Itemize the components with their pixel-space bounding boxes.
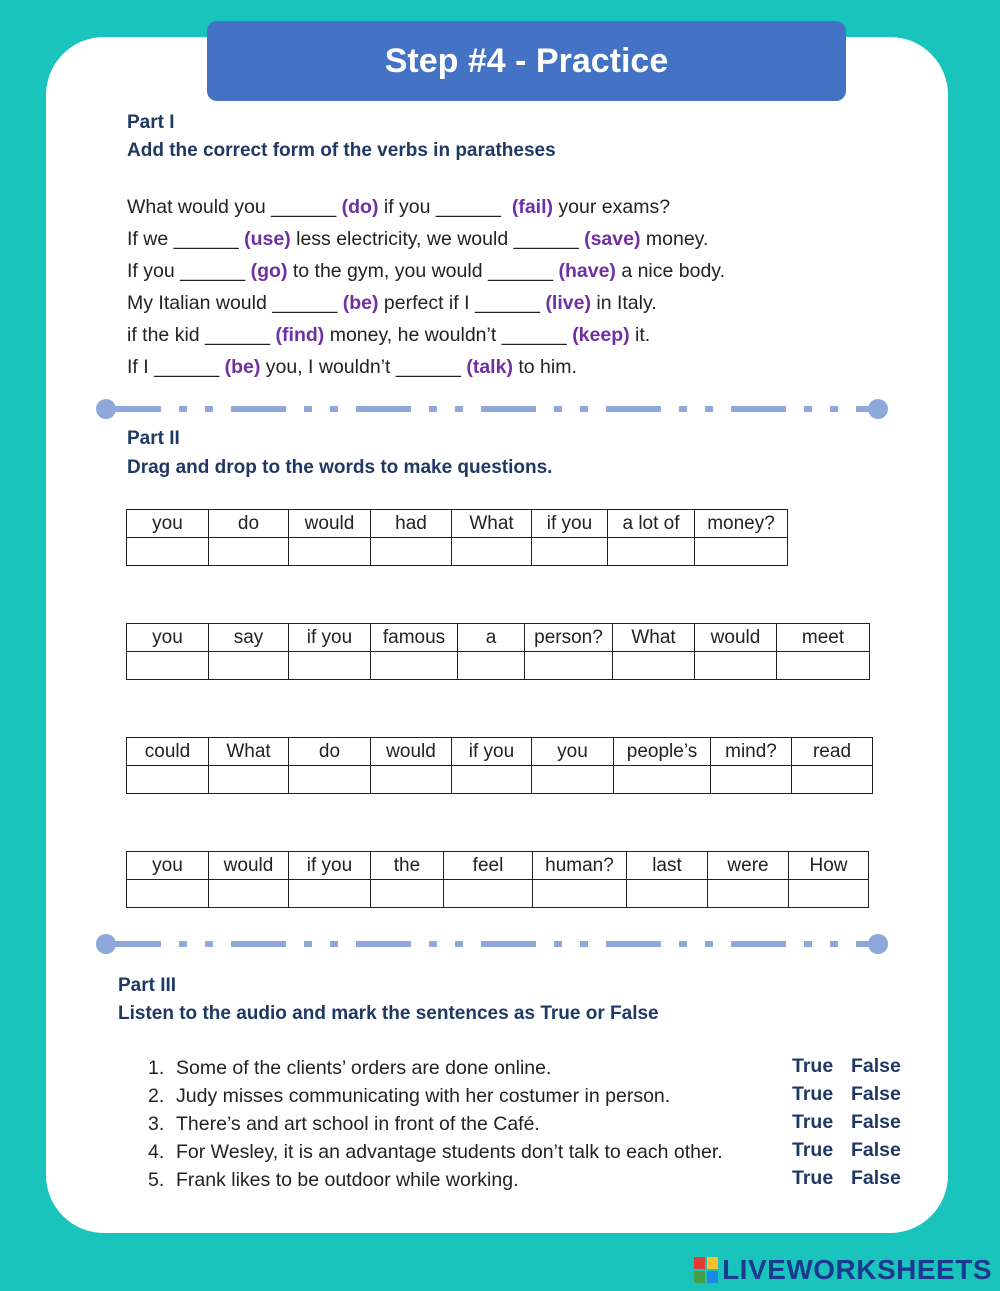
part3-heading: Part III bbox=[118, 975, 177, 996]
part1-instruction: Add the correct form of the verbs in paratheses bbox=[127, 140, 556, 161]
verb-hint: (be) bbox=[224, 356, 261, 378]
sentence-text: perfect if I bbox=[378, 292, 475, 314]
verb-hint: (use) bbox=[244, 228, 291, 250]
false-option[interactable]: False bbox=[851, 1055, 901, 1077]
drop-slot[interactable] bbox=[627, 880, 708, 908]
verb-hint: (go) bbox=[250, 260, 288, 282]
answer-blank[interactable]: ______ bbox=[272, 292, 338, 314]
sentence-text: If we bbox=[127, 228, 174, 250]
drop-slot[interactable] bbox=[792, 766, 873, 794]
sentence-text: to the gym, you would bbox=[287, 260, 488, 282]
drop-slot[interactable] bbox=[209, 766, 289, 794]
draggable-word[interactable]: What bbox=[209, 738, 289, 766]
draggable-word[interactable]: mind? bbox=[711, 738, 792, 766]
statement-number: 1. bbox=[148, 1057, 165, 1079]
sentence-6 bbox=[127, 356, 577, 379]
word-table-1 bbox=[126, 509, 788, 566]
draggable-word[interactable]: say bbox=[209, 624, 289, 652]
answer-blank[interactable]: ______ bbox=[173, 228, 239, 250]
statement-number: 4. bbox=[148, 1141, 165, 1163]
draggable-word[interactable]: you bbox=[127, 852, 209, 880]
drop-slot[interactable] bbox=[608, 538, 695, 566]
statement-text: There’s and art school in front of the Café. bbox=[176, 1113, 540, 1135]
verb-hint: (talk) bbox=[466, 356, 513, 378]
statement-number: 5. bbox=[148, 1169, 165, 1191]
word-table-4 bbox=[126, 851, 869, 908]
drop-slot[interactable] bbox=[533, 880, 627, 908]
draggable-word[interactable]: were bbox=[708, 852, 789, 880]
sentence-1 bbox=[127, 196, 670, 219]
sentence-3 bbox=[127, 260, 725, 283]
statement-5 bbox=[148, 1169, 519, 1192]
false-option[interactable]: False bbox=[851, 1111, 901, 1133]
answer-blank[interactable]: ______ bbox=[474, 292, 541, 314]
drop-slot[interactable] bbox=[371, 538, 452, 566]
verb-hint: (save) bbox=[584, 228, 641, 250]
draggable-word[interactable]: What bbox=[613, 624, 695, 652]
draggable-word[interactable]: meet bbox=[777, 624, 870, 652]
sentence-text: If you bbox=[127, 260, 181, 282]
draggable-word[interactable]: read bbox=[792, 738, 873, 766]
drop-slot[interactable] bbox=[452, 538, 532, 566]
draggable-word[interactable]: if you bbox=[452, 738, 532, 766]
sentence-2 bbox=[127, 228, 708, 251]
sentence-text: in Italy. bbox=[590, 292, 657, 314]
statement-text: Some of the clients’ orders are done online. bbox=[176, 1057, 552, 1079]
answer-blank[interactable]: ______ bbox=[205, 324, 271, 346]
sentence-text: If I bbox=[127, 356, 155, 378]
liveworksheets-logo-icon bbox=[694, 1257, 718, 1283]
section-divider bbox=[95, 397, 889, 421]
statement-2 bbox=[148, 1085, 670, 1108]
true-option[interactable]: True bbox=[792, 1139, 834, 1161]
sentence-text: money. bbox=[640, 228, 709, 250]
part2-instruction: Drag and drop to the words to make questions. bbox=[127, 457, 553, 478]
drop-slot[interactable] bbox=[695, 538, 788, 566]
sentence-text: it. bbox=[629, 324, 651, 346]
drop-slot[interactable] bbox=[532, 538, 608, 566]
draggable-word[interactable]: famous bbox=[371, 624, 458, 652]
draggable-word[interactable]: do bbox=[209, 510, 289, 538]
statement-1 bbox=[148, 1057, 551, 1080]
word-table-3 bbox=[126, 737, 873, 794]
drop-slot[interactable] bbox=[452, 766, 532, 794]
draggable-word[interactable]: human? bbox=[533, 852, 627, 880]
draggable-word[interactable]: a lot of bbox=[608, 510, 695, 538]
draggable-word[interactable]: if you bbox=[289, 852, 371, 880]
draggable-word[interactable]: would bbox=[371, 738, 452, 766]
answer-blank[interactable]: ______ bbox=[487, 260, 554, 282]
sentence-4 bbox=[127, 292, 657, 315]
sentence-text: What would you bbox=[127, 196, 272, 218]
drop-slot[interactable] bbox=[371, 880, 444, 908]
statement-3 bbox=[148, 1113, 540, 1136]
answer-blank[interactable]: ______ bbox=[271, 196, 337, 218]
draggable-word[interactable]: feel bbox=[444, 852, 533, 880]
drop-slot[interactable] bbox=[289, 766, 371, 794]
draggable-word[interactable]: would bbox=[209, 852, 289, 880]
verb-hint: (fail) bbox=[511, 196, 554, 218]
draggable-word[interactable]: a bbox=[458, 624, 525, 652]
draggable-word[interactable]: you bbox=[532, 738, 614, 766]
draggable-word[interactable]: could bbox=[127, 738, 209, 766]
sentence-text: to him. bbox=[512, 356, 577, 378]
drop-slot[interactable] bbox=[209, 880, 289, 908]
drop-slot[interactable] bbox=[127, 880, 209, 908]
sentence-text: less electricity, we would bbox=[290, 228, 514, 250]
statement-4 bbox=[148, 1141, 723, 1164]
answer-blank[interactable]: ______ bbox=[154, 356, 220, 378]
word-table-2 bbox=[126, 623, 870, 680]
drop-slot[interactable] bbox=[711, 766, 792, 794]
draggable-word[interactable]: would bbox=[289, 510, 371, 538]
draggable-word[interactable]: money? bbox=[695, 510, 788, 538]
sentence-text: you, I wouldn’t bbox=[260, 356, 396, 378]
draggable-word[interactable]: people’s bbox=[614, 738, 711, 766]
sentence-text: a nice body. bbox=[615, 260, 726, 282]
draggable-word[interactable]: person? bbox=[525, 624, 613, 652]
draggable-word[interactable]: do bbox=[289, 738, 371, 766]
sentence-text: your exams? bbox=[553, 196, 671, 218]
part1-heading: Part I bbox=[127, 112, 175, 133]
part3-instruction: Listen to the audio and mark the sentences as True or False bbox=[118, 1003, 659, 1024]
statement-number: 2. bbox=[148, 1085, 165, 1107]
draggable-word[interactable]: if you bbox=[532, 510, 608, 538]
drop-slot[interactable] bbox=[458, 652, 525, 680]
sentence-text: money, he wouldn’t bbox=[324, 324, 502, 346]
drop-slot[interactable] bbox=[789, 880, 869, 908]
drop-slot[interactable] bbox=[614, 766, 711, 794]
false-option[interactable]: False bbox=[851, 1083, 901, 1105]
drop-slot[interactable] bbox=[777, 652, 870, 680]
true-option[interactable]: True bbox=[792, 1083, 834, 1105]
statement-text: Judy misses communicating with her costumer in person. bbox=[176, 1085, 671, 1107]
verb-hint: (have) bbox=[558, 260, 616, 282]
true-option[interactable]: True bbox=[792, 1111, 834, 1133]
liveworksheets-logo bbox=[694, 1253, 992, 1287]
drop-slot[interactable] bbox=[127, 766, 209, 794]
draggable-word[interactable]: you bbox=[127, 510, 209, 538]
false-option[interactable]: False bbox=[851, 1167, 901, 1189]
drop-slot[interactable] bbox=[371, 766, 452, 794]
draggable-word[interactable]: if you bbox=[289, 624, 371, 652]
answer-blank[interactable]: ______ bbox=[513, 228, 579, 250]
verb-hint: (keep) bbox=[572, 324, 630, 346]
sentence-text: if the kid bbox=[127, 324, 206, 346]
drop-slot[interactable] bbox=[209, 652, 289, 680]
sentence-5 bbox=[127, 324, 650, 347]
draggable-word[interactable]: would bbox=[695, 624, 777, 652]
draggable-word[interactable]: last bbox=[627, 852, 708, 880]
answer-blank[interactable]: ______ bbox=[435, 196, 501, 218]
drop-slot[interactable] bbox=[532, 766, 614, 794]
statement-text: For Wesley, it is an advantage students don’t talk to each other. bbox=[176, 1141, 723, 1163]
drop-slot[interactable] bbox=[289, 652, 371, 680]
true-option[interactable]: True bbox=[792, 1055, 834, 1077]
drop-slot[interactable] bbox=[708, 880, 789, 908]
logo-text: LIVEWORKSHEETS bbox=[722, 1254, 992, 1285]
draggable-word[interactable]: How bbox=[789, 852, 869, 880]
drop-slot[interactable] bbox=[371, 652, 458, 680]
part2-heading: Part II bbox=[127, 428, 180, 449]
answer-blank[interactable]: ______ bbox=[180, 260, 246, 282]
drop-slot[interactable] bbox=[127, 652, 209, 680]
draggable-word[interactable]: What bbox=[452, 510, 532, 538]
false-option[interactable]: False bbox=[851, 1139, 901, 1161]
drop-slot[interactable] bbox=[613, 652, 695, 680]
answer-blank[interactable]: ______ bbox=[501, 324, 567, 346]
drop-slot[interactable] bbox=[127, 538, 209, 566]
sentence-text bbox=[501, 196, 512, 218]
answer-blank[interactable]: ______ bbox=[395, 356, 461, 378]
drop-slot[interactable] bbox=[525, 652, 613, 680]
verb-hint: (find) bbox=[275, 324, 325, 346]
section-divider bbox=[95, 932, 889, 956]
drop-slot[interactable] bbox=[289, 538, 371, 566]
sentence-text: if you bbox=[378, 196, 436, 218]
drop-slot[interactable] bbox=[695, 652, 777, 680]
page-title: Step #4 - Practice bbox=[207, 21, 846, 101]
true-option[interactable]: True bbox=[792, 1167, 834, 1189]
drop-slot[interactable] bbox=[444, 880, 533, 908]
verb-hint: (live) bbox=[545, 292, 591, 314]
draggable-word[interactable]: you bbox=[127, 624, 209, 652]
sentence-text: My Italian would bbox=[127, 292, 273, 314]
draggable-word[interactable]: had bbox=[371, 510, 452, 538]
drop-slot[interactable] bbox=[289, 880, 371, 908]
draggable-word[interactable]: the bbox=[371, 852, 444, 880]
drop-slot[interactable] bbox=[209, 538, 289, 566]
verb-hint: (be) bbox=[342, 292, 379, 314]
verb-hint: (do) bbox=[341, 196, 379, 218]
statement-text: Frank likes to be outdoor while working. bbox=[176, 1169, 519, 1191]
statement-number: 3. bbox=[148, 1113, 165, 1135]
